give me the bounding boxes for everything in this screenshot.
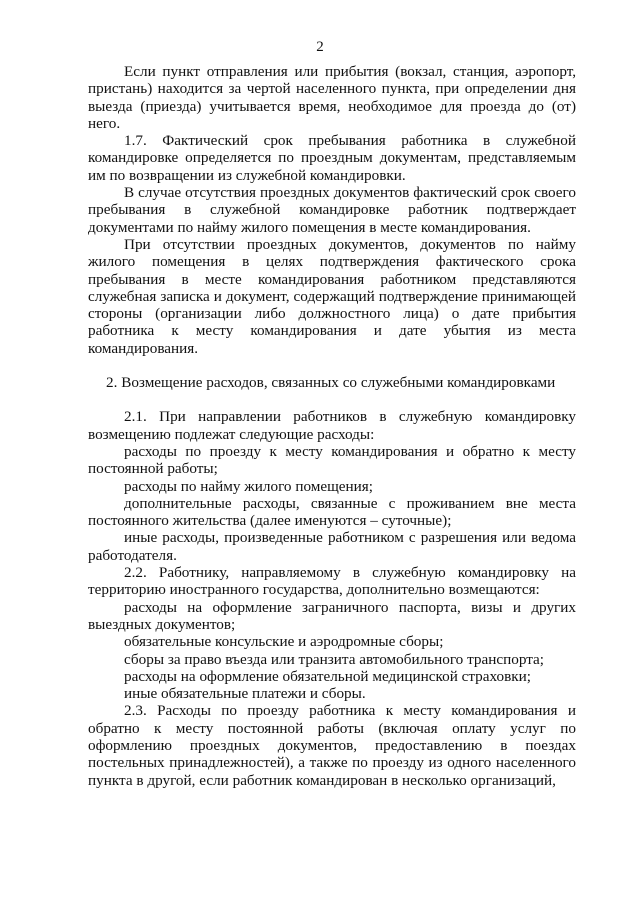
document-body [88, 63, 576, 789]
list-item-other-payments: иные обязательные платежи и сборы. [124, 685, 366, 703]
paragraph-2-1: 2.1. При направлении работников в служебную командировку возмещению подлежат следующие расходы: [88, 408, 576, 443]
list-item-housing-expenses: расходы по найму жилого помещения; [124, 477, 374, 495]
section-heading: 2. Возмещение расходов, связанных со служебными командировками [106, 374, 556, 392]
list-item-per-diem: дополнительные расходы, связанные с проживанием вне места постоянного жительства (далее именуются – суточные); [88, 494, 576, 530]
paragraph-2-2: 2.2. Работнику, направляемому в служебную командировку на территорию иностранного государства, дополнительно возмещаются: [88, 564, 576, 599]
paragraph-no-documents-confirmation: При отсутствии проездных документов, документов по найму жилого помещения в целях подтверждения фактического срока пребывания в месте командирования работником представляются служебная записка и документ, содержащий подтверждение принимающей стороны (организации либо должностного лица) о дате прибытия работника к месту командирования и дате убытия из места командирования. [88, 235, 576, 357]
page-number: 2 [316, 39, 324, 55]
paragraph-1-7: 1.7. Фактический срок пребывания работника в служебной командировке определяется по проездным документам, представляемым им по возвращении из служебной командировки. [88, 132, 576, 184]
paragraph-no-travel-documents: В случае отсутствия проездных документов фактический срок своего пребывания в служебной командировке работник подтверждает документами по найму жилого помещения в месте командирования. [88, 184, 576, 236]
paragraph-2-3: 2.3. Расходы по проезду работника к месту командирования и обратно к месту постоянной работы (включая оплату услуг по оформлению проездных документов, предоставлению в поездах постельных принадлежностей), а также по проезду из одного населенного пункта в другой, если работник командирован в несколько организаций, [88, 702, 576, 789]
list-item-transit-fees: сборы за право въезда или транзита автомобильного транспорта; [124, 650, 544, 668]
list-item-other-expenses: иные расходы, произведенные работником с разрешения или ведома работодателя. [88, 529, 576, 564]
list-item-passport-visa: расходы на оформление заграничного паспорта, визы и других выездных документов; [88, 598, 576, 633]
list-item-medical-insurance: расходы на оформление обязательной медицинской страховки; [124, 667, 532, 685]
list-item-consular-fees: обязательные консульские и аэродромные сборы; [124, 633, 444, 651]
list-item-travel-expenses: расходы по проезду к месту командирования и обратно к месту постоянной работы; [88, 442, 576, 478]
paragraph-departure-point: Если пункт отправления или прибытия (вокзал, станция, аэропорт, пристань) находится за чертой населенного пункта, при определении дня выезда (приезда) учитывается время, необходимое для проезда до (от) него. [88, 63, 576, 132]
